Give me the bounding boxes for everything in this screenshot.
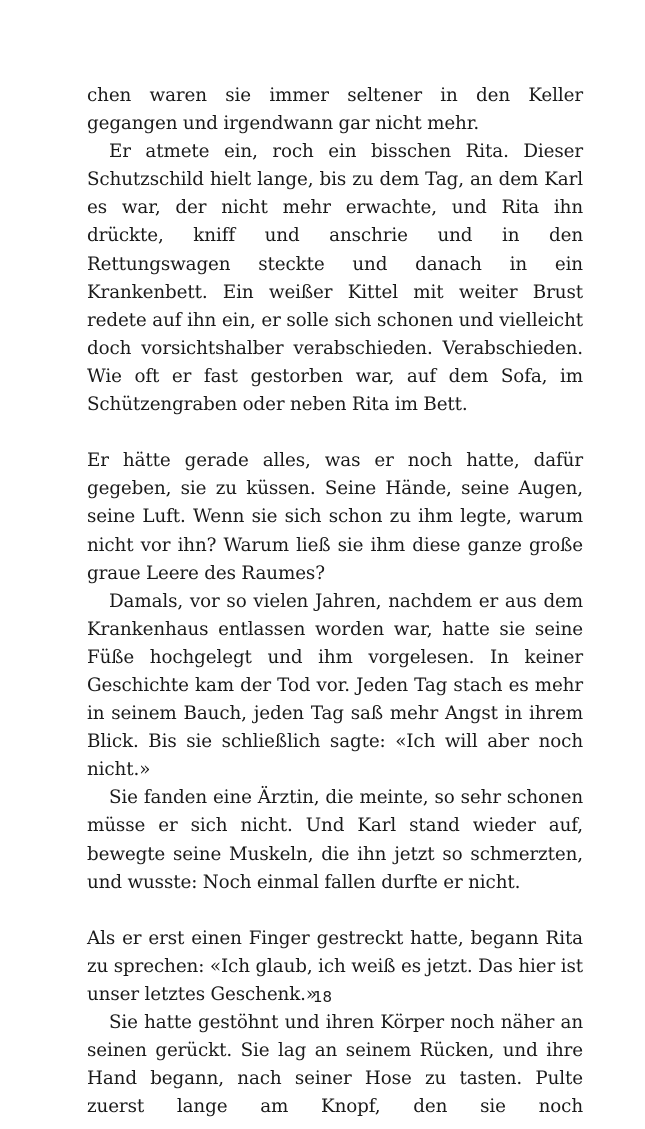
paragraph: Als er erst einen Finger gestreckt hatte, begann Rita zu sprechen: «Ich glaub, ich weiß es jetzt. Das hier ist unser letztes Geschenk.» [87,927,583,1005]
paragraph: Er atmete ein, roch ein bisschen Rita. Dieser Schutzschild hielt lange, bis zu dem Tag, an dem Karl es war, der nicht mehr erwachte, und Rita ihn drückte, kniff und anschrie und in den Rettungswagen steckte und danach in ein Krankenbett. Ein weißer Kittel mit weiter Brust redete auf ihn ein, er solle sich schonen und vielleicht doch vorsichtshalber verabschieden. Verabschieden. Wie oft er fast gestorben war, auf dem Sofa, im Schützengraben oder neben Rita im Bett. [87,141,583,416]
paragraph: Er hätte gerade alles, was er noch hatte, dafür gegeben, sie zu küssen. Seine Hände, seine Augen, seine Luft. Wenn sie sich schon zu ihm legte, warum nicht vor ihn? Warum ließ sie ihm diese ganze große graue Leere des Raumes? [87,450,583,584]
book-page-body [87,82,583,1121]
paragraph: Damals, vor so vielen Jahren, nachdem er aus dem Krankenhaus entlassen worden war, hatte sie seine Füße hochgelegt und ihm vorgelesen. In keiner Geschichte kam der Tod vor. Jeden Tag stach es mehr in seinem Bauch, jeden Tag saß mehr Angst in ihrem Blick. Bis sie schließlich sagte: «Ich will aber noch nicht.» [87,590,583,781]
paragraph: Sie fanden eine Ärztin, die meinte, so sehr schonen müsse er sich nicht. Und Karl stand wieder auf, bewegte seine Muskeln, die ihn jetzt so schmerzten, und wusste: Noch einmal fallen durfte er nicht. [87,787,583,893]
page-number: 18 [312,988,333,1006]
paragraph: Sie hatte gestöhnt und ihren Körper noch näher an seinen gerückt. Sie lag an seinem Rücken, und ihre Hand begann, nach seiner Hose zu tasten. Pulte zuerst lange am Knopf, den sie noch [87,1012,583,1118]
paragraph: chen waren sie immer seltener in den Keller gegangen und irgendwann gar nicht mehr. [87,85,583,135]
